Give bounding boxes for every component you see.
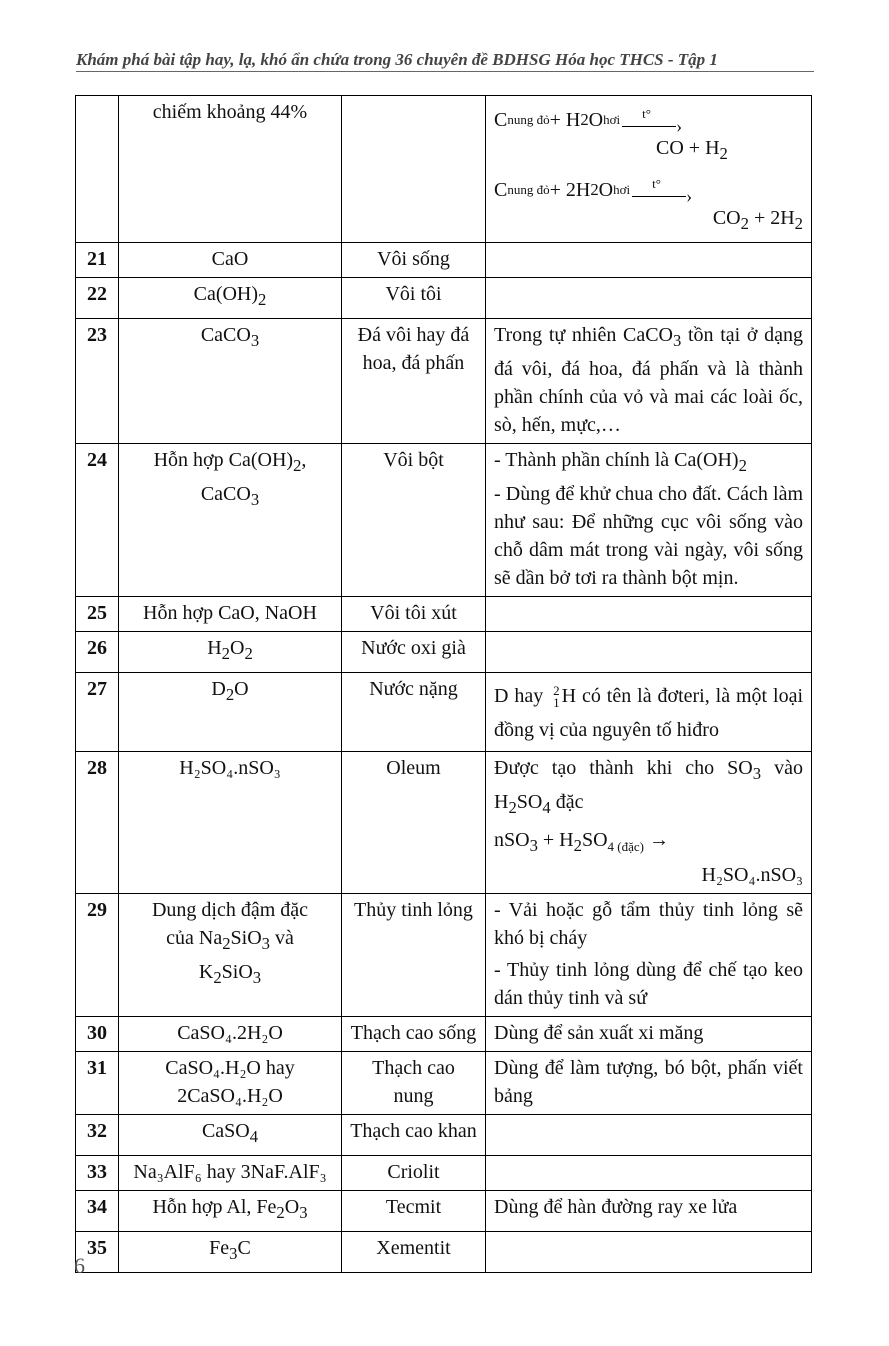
compound-name: Dung dịch đậm đặc của $Na_2SiO_3$ và $K_2SiO_3$ — [119, 894, 342, 1017]
common-name: Thạch cao sống — [342, 1017, 486, 1052]
row-number: 30 — [76, 1017, 119, 1052]
row-number: 33 — [76, 1156, 119, 1191]
note: Dùng để sản xuất xi măng — [486, 1017, 812, 1052]
arrow-icon: t° › — [632, 184, 690, 204]
common-name: Vôi tôi xút — [342, 597, 486, 632]
table-row — [76, 1115, 812, 1156]
equation-1-product: CO + $H_2$ — [656, 137, 728, 163]
arrow-icon: → — [644, 829, 669, 851]
compound-name: H₂SO₄.nSO₃ — [119, 752, 342, 894]
row-number: 24 — [76, 444, 119, 597]
note: - Vải hoặc gỗ tẩm thủy tinh lỏng sẽ khó bị cháy - Thủy tinh lỏng dùng để chế tạo keo dán thủy tinh và sứ — [486, 894, 812, 1017]
row-number: 28 — [76, 752, 119, 894]
table-row — [76, 1191, 812, 1232]
common-name: Nước oxi già — [342, 632, 486, 673]
common-name: Vôi bột — [342, 444, 486, 597]
arrow-icon: t° › — [622, 114, 680, 134]
table-row — [76, 444, 812, 597]
note: Trong tự nhiên CaCO$_3$ tồn tại ở dạng đá vôi, đá hoa, đá phấn và là thành phần chính của vỏ và mai các loài ốc, sò, hến, mực,… — [486, 319, 812, 444]
common-name: Criolit — [342, 1156, 486, 1191]
table-row — [76, 319, 812, 444]
row-number: 31 — [76, 1052, 119, 1115]
table-row — [76, 96, 812, 243]
equation-1: C nung đỏ + H 2 O hơi t° › — [494, 106, 683, 136]
table-row — [76, 597, 812, 632]
row-number — [76, 96, 119, 243]
compound-name: CaSO₄.H₂O hay 2CaSO₄.H₂O — [119, 1052, 342, 1115]
row-number: 23 — [76, 319, 119, 444]
compound-name: Na₃AlF₆ hay 3NaF.AlF₃ — [119, 1156, 342, 1191]
common-name: Vôi sống — [342, 243, 486, 278]
row-number: 35 — [76, 1232, 119, 1273]
isotope-notation: 2 1 — [553, 683, 560, 711]
row-number: 22 — [76, 278, 119, 319]
note — [486, 1156, 812, 1191]
note: Dùng để hàn đường ray xe lửa — [486, 1191, 812, 1232]
compound-name: CaCO$_3$ — [119, 319, 342, 444]
note — [486, 96, 812, 243]
compound-name: $H_2O_2$ — [119, 632, 342, 673]
common-name: Thạch cao khan — [342, 1115, 486, 1156]
note — [486, 1232, 812, 1273]
row-number: 25 — [76, 597, 119, 632]
common-name: Oleum — [342, 752, 486, 894]
common-name — [342, 96, 486, 243]
common-name: Vôi tôi — [342, 278, 486, 319]
table-row — [76, 894, 812, 1017]
compound-name: CaSO$_4$ — [119, 1115, 342, 1156]
compound-name: $Fe_3C$ — [119, 1232, 342, 1273]
compound-name: Hỗn hợp Al, $Fe_2O_3$ — [119, 1191, 342, 1232]
common-name: Thủy tinh lỏng — [342, 894, 486, 1017]
compound-name: $Ca(OH)_2$ — [119, 278, 342, 319]
equation-2: C nung đỏ + 2H 2 O hơi t° › — [494, 176, 693, 206]
table-row — [76, 1017, 812, 1052]
common-name: Nước nặng — [342, 673, 486, 752]
row-number: 27 — [76, 673, 119, 752]
compound-name: CaSO₄.2H₂O — [119, 1017, 342, 1052]
table-row — [76, 243, 812, 278]
compound-name: Hỗn hợp CaO, NaOH — [119, 597, 342, 632]
row-number: 21 — [76, 243, 119, 278]
common-name: Thạch cao nung — [342, 1052, 486, 1115]
note: D hay 2 1 H có tên là đơteri, là một loại đồng vị của nguyên tố hiđro — [486, 673, 812, 752]
note: Được tạo thành khi cho $SO_3$ vào $H_2SO_4$ đặc $nSO_3 + H_2SO_{4 (đặc)}$ → H₂SO₄.nSO₃ — [486, 752, 812, 894]
row-number: 32 — [76, 1115, 119, 1156]
page-header: Khám phá bài tập hay, lạ, khó ẩn chứa trong 36 chuyên đề BDHSG Hóa học THCS - Tập 1 — [76, 50, 718, 69]
note: - Thành phần chính là $Ca(OH)_2$ - Dùng để khử chua cho đất. Cách làm như sau: Để những cục vôi sống vào chỗ dâm mát trong vài ngày, vôi sống sẽ dần bở tơi ra thành bột mịn. — [486, 444, 812, 597]
compound-name: Hỗn hợp $Ca(OH)_2$, CaCO$_3$ — [119, 444, 342, 597]
table-row — [76, 673, 812, 752]
note — [486, 1115, 812, 1156]
table-row — [76, 632, 812, 673]
common-name: Đá vôi hay đá hoa, đá phấn — [342, 319, 486, 444]
table-row — [76, 1156, 812, 1191]
table-row — [76, 1052, 812, 1115]
note — [486, 278, 812, 319]
common-name: Tecmit — [342, 1191, 486, 1232]
note — [486, 243, 812, 278]
compound-name: $D_2O$ — [119, 673, 342, 752]
compound-name: CaO — [119, 243, 342, 278]
page-number: 6 — [74, 1253, 85, 1278]
row-number: 34 — [76, 1191, 119, 1232]
row-number: 26 — [76, 632, 119, 673]
note — [486, 632, 812, 673]
note: Dùng để làm tượng, bó bột, phấn viết bảng — [486, 1052, 812, 1115]
compound-table — [75, 95, 812, 1273]
table-row — [76, 752, 812, 894]
table-row — [76, 278, 812, 319]
compound-name: chiếm khoảng 44% — [119, 96, 342, 243]
row-number: 29 — [76, 894, 119, 1017]
header-divider — [76, 71, 814, 72]
note — [486, 597, 812, 632]
table-row — [76, 1232, 812, 1273]
common-name: Xementit — [342, 1232, 486, 1273]
equation-2-product: $CO_2 + 2H_2$ — [712, 207, 803, 233]
